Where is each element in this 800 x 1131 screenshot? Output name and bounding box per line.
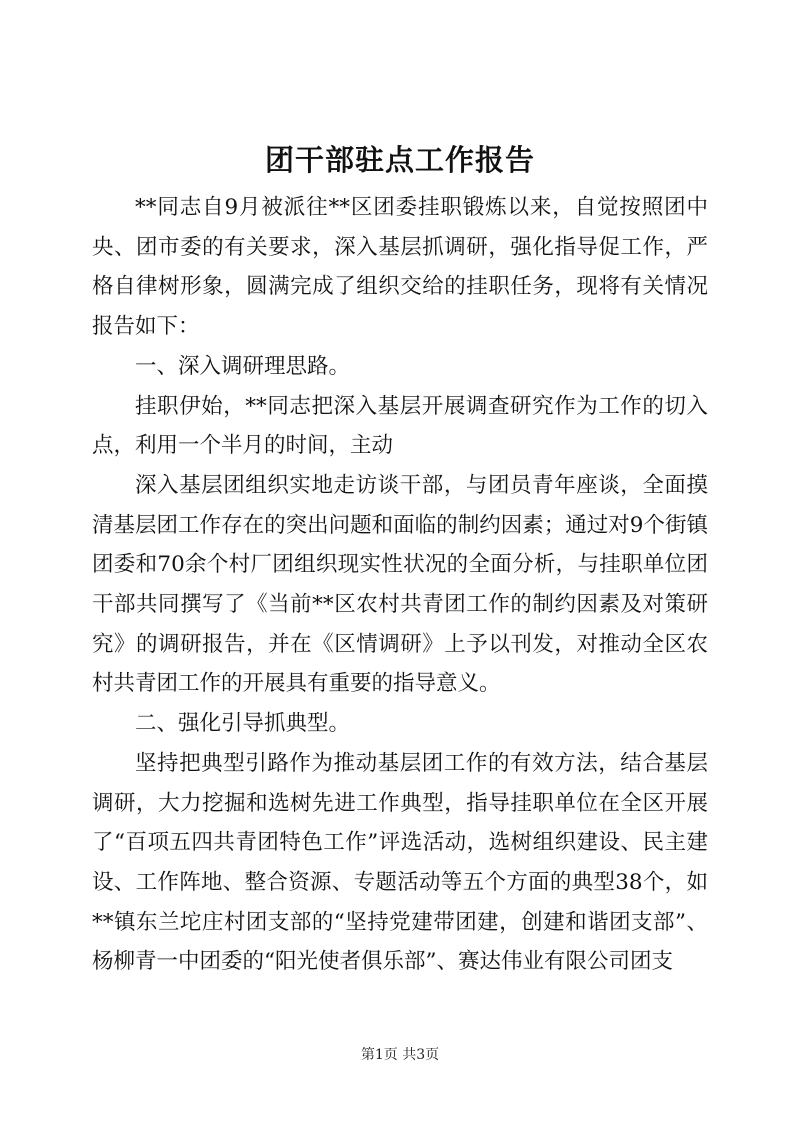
document-title: 团干部驻点工作报告	[264, 143, 535, 177]
section-heading-1: 一、深入调研理思路。	[135, 353, 351, 379]
section-1-paragraph-1: 挂职伊始，**同志把深入基层开展调查研究作为工作的切入点，利用一个半月的时间，主动	[92, 393, 708, 459]
section-2-paragraph-1: 坚持把典型引路作为推动基层团工作的有效方法，结合基层调研，大力挖掘和选树先进工作典型，指导挂职单位在全区开展了“百项五四共青团特色工作”评选活动，选树组织建设、民主建设、工作阵地、整合资源、专题活动等五个方面的典型38个，如**镇东兰坨庄村团支部的“坚持党建带团建，创建和谐团支部”、杨柳青一中团委的“阳光使者俱乐部”、赛达伟业有限公司团支	[92, 750, 708, 975]
page-footer: 第1页 共3页	[360, 1047, 440, 1063]
section-heading-2: 二、强化引导抓典型。	[135, 711, 351, 737]
document-body	[92, 188, 708, 982]
intro-paragraph: **同志自9月被派往**区团委挂职锻炼以来，自觉按照团中央、团市委的有关要求，深入基层抓调研，强化指导促工作，严格自律树形象，圆满完成了组织交给的挂职任务，现将有关情况报告如下：	[92, 195, 708, 340]
section-1-paragraph-2: 深入基层团组织实地走访谈干部，与团员青年座谈，全面摸清基层团工作存在的突出问题和面临的制约因素；通过对9个街镇团委和70余个村厂团组织现实性状况的全面分析，与挂职单位团干部共同撰写了《当前**区农村共青团工作的制约因素及对策研究》的调研报告，并在《区情调研》上予以刊发，对推动全区农村共青团工作的开展具有重要的指导意义。	[92, 472, 708, 697]
